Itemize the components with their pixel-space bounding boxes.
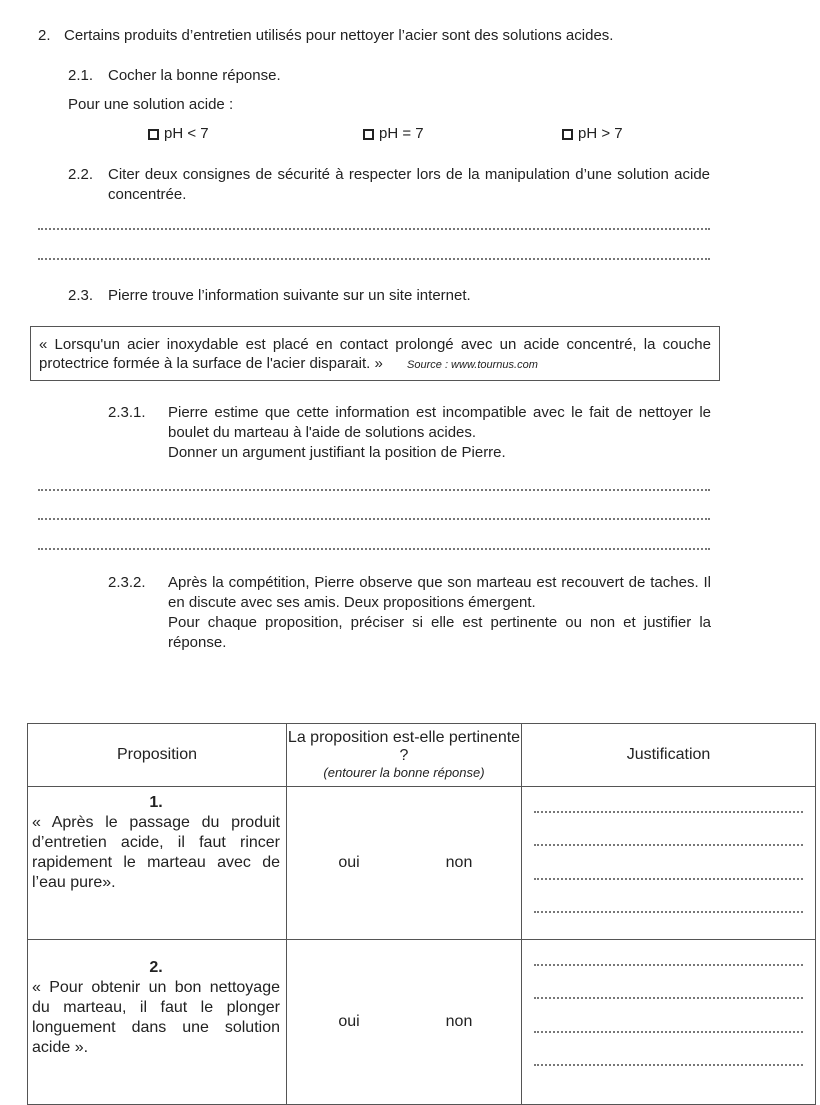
answer-line[interactable] — [534, 911, 803, 913]
answer-line[interactable] — [534, 844, 803, 846]
question-2-1 — [68, 66, 281, 86]
question-2-2 — [68, 165, 710, 205]
question-text: Pierre trouve l’information suivante sur un site internet. — [108, 287, 471, 304]
option-oui[interactable]: oui — [338, 1013, 360, 1030]
choice-label: pH = 7 — [379, 125, 424, 142]
answer-line[interactable] — [38, 548, 710, 550]
header-justification: Justification — [522, 724, 816, 787]
proposition-cell — [28, 940, 287, 1105]
table-row — [28, 940, 816, 1105]
question-number: 2.2. — [68, 166, 94, 183]
table-header-row — [28, 724, 816, 787]
answer-line[interactable] — [38, 258, 710, 260]
answer-line[interactable] — [534, 811, 803, 813]
quote-source: Source : www.tournus.com — [407, 359, 538, 371]
pertinence-cell — [287, 787, 522, 940]
question-text: Pierre estime que cette information est incompatible avec le fait de nettoyer le boulet du marteau à l'aide de solutions acides. — [168, 404, 711, 441]
table-row — [28, 787, 816, 940]
checkbox-icon[interactable] — [562, 129, 573, 140]
question-instruction: Pour chaque proposition, préciser si elle est pertinente ou non et justifier la réponse. — [168, 614, 711, 651]
question-number: 2.3.2. — [108, 574, 146, 591]
header-pertinence-label: La proposition est-elle pertinente ? — [287, 729, 521, 764]
checkbox-icon[interactable] — [148, 129, 159, 140]
question-text: Citer deux consignes de sécurité à respecter lors de la manipulation d’une solution acide concentrée. — [108, 166, 710, 203]
choice-ph-less-7[interactable] — [148, 124, 209, 144]
question-number: 2.1. — [68, 67, 94, 84]
answer-line[interactable] — [534, 1064, 803, 1066]
header-pertinence-hint: (entourer la bonne réponse) — [323, 765, 485, 780]
question-2-3-1 — [108, 403, 711, 463]
answer-line[interactable] — [534, 878, 803, 880]
question-2-1-intro: Pour une solution acide : — [68, 96, 234, 113]
answer-line[interactable] — [38, 518, 710, 520]
question-2 — [38, 26, 613, 46]
quote-text: « Lorsqu'un acier inoxydable est placé en contact prolongé avec un acide concentré, la couche protectrice formée à la surface de l'acier disparait. » — [39, 336, 711, 372]
proposition-text: « Pour obtenir un bon nettoyage du marteau, il faut le plonger longuement dans une solution acide ». — [32, 979, 280, 1056]
question-text: Certains produits d’entretien utilisés pour nettoyer l’acier sont des solutions acides. — [64, 27, 614, 44]
question-text: Après la compétition, Pierre observe que son marteau est recouvert de taches. Il en discute avec ses amis. Deux propositions émergent. — [168, 574, 711, 611]
checkbox-icon[interactable] — [363, 129, 374, 140]
choice-label: pH < 7 — [164, 125, 209, 142]
justification-cell[interactable] — [522, 787, 816, 940]
question-number: 2.3. — [68, 287, 94, 304]
choice-ph-equal-7[interactable] — [363, 124, 424, 144]
answer-line[interactable] — [534, 964, 803, 966]
justification-cell[interactable] — [522, 940, 816, 1105]
quote-box — [30, 326, 720, 381]
answer-line[interactable] — [534, 1031, 803, 1033]
header-pertinence — [287, 724, 522, 787]
answer-line[interactable] — [534, 997, 803, 999]
answer-line[interactable] — [38, 228, 710, 230]
question-number: 2.3.1. — [108, 404, 146, 421]
choice-ph-greater-7[interactable] — [562, 124, 623, 144]
question-text: Cocher la bonne réponse. — [108, 67, 281, 84]
proposition-text: « Après le passage du produit d’entretien acide, il faut rincer rapidement le marteau avec de l’eau pure». — [32, 814, 280, 891]
option-non[interactable]: non — [445, 1013, 473, 1030]
choice-label: pH > 7 — [578, 125, 623, 142]
answer-line[interactable] — [38, 489, 710, 491]
question-2-3 — [68, 286, 471, 306]
option-non[interactable]: non — [445, 854, 473, 871]
question-2-3-2 — [108, 573, 711, 653]
question-number: 2. — [38, 27, 51, 44]
proposition-number: 1. — [149, 794, 163, 811]
propositions-table — [27, 723, 816, 1105]
question-instruction: Donner un argument justifiant la position de Pierre. — [168, 444, 506, 461]
pertinence-cell — [287, 940, 522, 1105]
proposition-cell — [28, 787, 287, 940]
proposition-number: 2. — [149, 959, 163, 976]
header-proposition: Proposition — [28, 724, 287, 787]
option-oui[interactable]: oui — [338, 854, 360, 871]
